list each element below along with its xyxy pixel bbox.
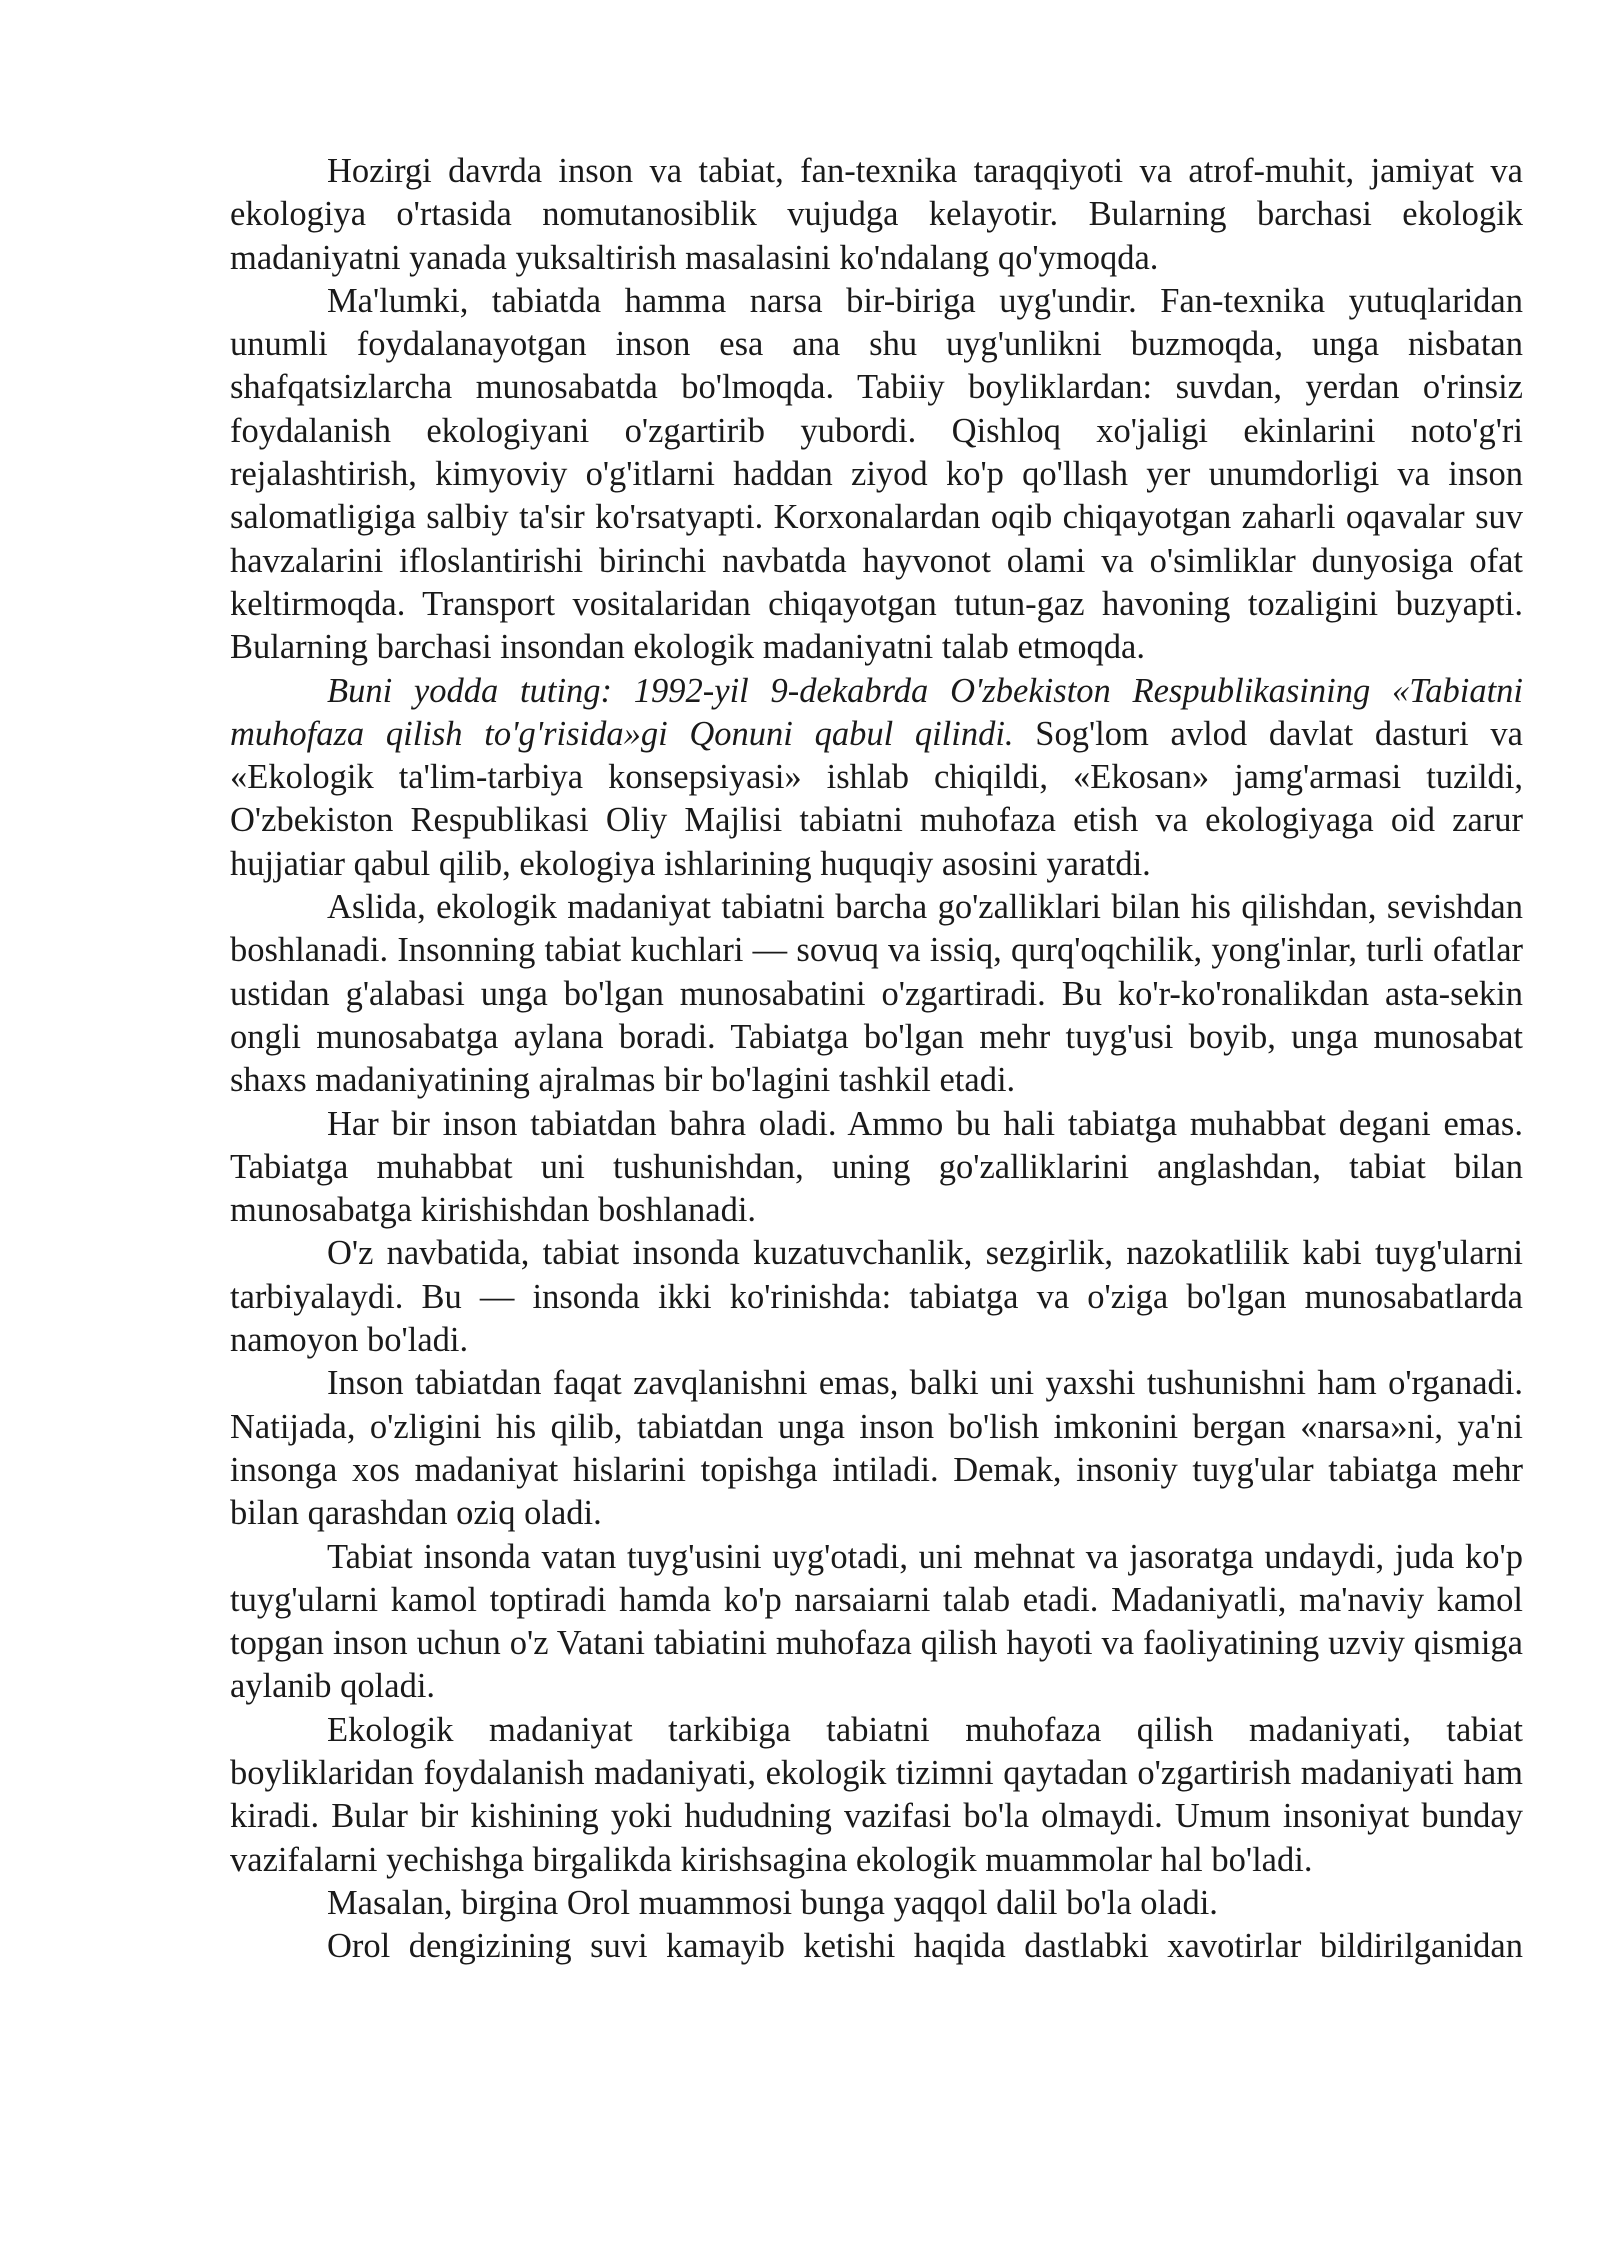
- paragraph: Har bir inson tabiatdan bahra oladi. Ammo bu hali tabiatga muhabbat degani emas. Tabiatga muhabbat uni tushunishdan, uning go'zalliklarini anglashdan, tabiat bilan munosabatga kirishishdan boshlanadi.: [230, 1104, 1523, 1230]
- paragraph: O'z navbatida, tabiat insonda kuzatuvchanlik, sezgirlik, nazokatlilik kabi tuyg'ularni tarbiyalaydi. Bu — insonda ikki ko'rinishda: tabiatga va o'ziga bo'lgan munosabatlarda namoyon bo'ladi.: [230, 1234, 1523, 1360]
- paragraph: Inson tabiatdan faqat zavqlanishni emas, balki uni yaxshi tushunishni ham o'rganadi. Natijada, o'zligini his qilib, tabiatdan unga inson bo'lish imkonini bergan «narsa»ni, ya'ni insonga xos madaniyat hislarini topishga intiladi. Demak, insoniy tuyg'ular tabiatga mehr bilan qarashdan oziq oladi.: [230, 1364, 1523, 1533]
- paragraph: Hozirgi davrda inson va tabiat, fan-texnika taraqqiyoti va atrof-muhit, jamiyat va ekologiya o'rtasida nomutanosiblik vujudga kelayotir. Bularning barchasi ekologik madaniyatni yanada yuksaltirish masalasini ko'ndalang qo'ymoqda.: [230, 152, 1523, 277]
- paragraph: Ekologik madaniyat tarkibiga tabiatni muhofaza qilish madaniyati, tabiat boyliklaridan foydalanish madaniyati, ekologik tizimni qaytadan o'zgartirish madaniyati ham kiradi. Bular bir kishining yoki hududning vazifasi bo'la olmaydi. Umum insoniyat bunday vazifalarni yechishga birgalikda kirishsagina ekologik muammolar hal bo'ladi.: [230, 1710, 1523, 1879]
- document-body: [230, 150, 1523, 1968]
- paragraph: Masalan, birgina Orol muammosi bunga yaqqol dalil bo'la oladi.: [327, 1883, 1218, 1922]
- note-italic: Buni yodda tuting: 1992-yil 9-dekabrda O'zbekiston Respublikasining «Tabiatni muhofaza qilish to'g'risida»gi Qonuni qabul qilindi.: [230, 671, 1523, 753]
- paragraph: Orol dengizining suvi kamayib ketishi haqida dastlabki xavotirlar bildirilganidan: [327, 1927, 1523, 1966]
- paragraph: Ma'lumki, tabiatda hamma narsa bir-biriga uyg'undir. Fan-texnika yutuqlaridan unumli foydalanayotgan inson esa ana shu uyg'unlikni buzmoqda, unga nisbatan shafqatsizlarcha munosabatda bo'lmoqda. Tabiiy boyliklardan: suvdan, yerdan o'rinsiz foydalanish ekologiyani o'zgartirib yubordi. Qishloq xo'jaligi ekinlarini noto'g'ri rejalashtirish, kimyoviy o'g'itlarni haddan ziyod ko'p qo'llash yer unumdorligi va inson salomatligiga salbiy ta'sir ko'rsatyapti. Korxonalardan oqib chiqayotgan zaharli oqavalar suv havzalarini ifloslantirishi birinchi navbatda hayvonot olami va o'simliklar dunyosiga ofat keltirmoqda. Transport vositalaridan chiqayotgan tutun-gaz havoning tozaligini buzyapti. Bularning barchasi insondan ekologik madaniyatni talab etmoqda.: [230, 281, 1523, 667]
- paragraph-text: Sog'lom avlod davlat dasturi va «Ekologik ta'lim-tarbiya konsepsiyasi» ishlab chiqildi, «Ekosan» jamg'armasi tuzildi, O'zbekiston Respublikasi Oliy Majlisi tabiatni muhofaza etish va ekologiyaga oid zarur hujjatiar qabul qilib, ekologiya ishlarining huquqiy asosini yaratdi.: [230, 714, 1523, 883]
- paragraph: [230, 670, 1523, 886]
- paragraph: Aslida, ekologik madaniyat tabiatni barcha go'zalliklari bilan his qilishdan, sevishdan boshlanadi. Insonning tabiat kuchlari — sovuq va issiq, qurq'oqchilik, yong'inlar, turli ofatlar ustidan g'alabasi unga bo'lgan munosabatini o'zgartiradi. Bu ko'r-ko'ronalikdan asta-sekin ongli munosabatga aylana boradi. Tabiatga bo'lgan mehr tuyg'usi boyib, unga munosabat shaxs madaniyatining ajralmas bir bo'lagini tashkil etadi.: [230, 888, 1523, 1100]
- paragraph: Tabiat insonda vatan tuyg'usini uyg'otadi, uni mehnat va jasoratga undaydi, juda ko'p tuyg'ularni kamol toptiradi hamda ko'p narsaiarni talab etadi. Madaniyatli, ma'naviy kamol topgan inson uchun o'z Vatani tabiatini muhofaza qilish hayoti va faoliyatining uzviy qismiga aylanib qoladi.: [230, 1537, 1523, 1706]
